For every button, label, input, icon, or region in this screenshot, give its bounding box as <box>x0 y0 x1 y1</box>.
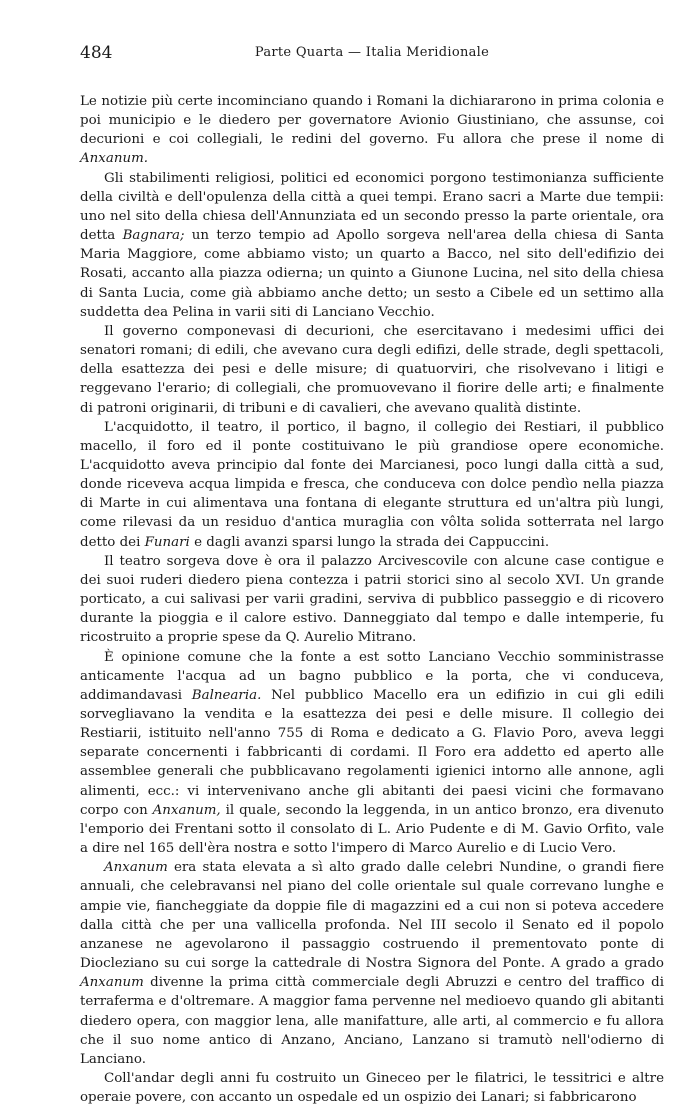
text-run: e dagli avanzi sparsi lungo la strada dei Cappuccini. <box>189 534 550 550</box>
text-run: Il governo componevasi di decurioni, che esercitavano i medesimi uffici dei senatori romani; di edili, che avevano cura degli edifizi, delle strade, degli spettacoli, della esattezza dei pesi e delle misure; di quatuorviri, che risolvevano i litigi e reggevano l'erario; di collegiali, che promuovevano il fiorire delle arti; e finalmente di patroni originarii, di tribuni e di cavalieri, che avevano qualità distinte. <box>80 323 664 416</box>
italic-text: Balnearia. <box>191 687 262 703</box>
paragraph <box>80 1069 664 1107</box>
paragraph <box>80 169 664 322</box>
page-header <box>80 43 664 63</box>
paragraph <box>80 322 664 418</box>
italic-text: Funari <box>144 534 190 550</box>
text-run: divenne la prima città commerciale degli Abruzzi e centro del traffico di terraferma e d'oltremare. A maggior fama pervenne nel medioevo quando gli abitanti diedero opera, con maggior lena, alle manifatture, alle arti, al commercio e fu allora che il suo nome antico di Anzano, Anciano, Lanzano si tramutò nell'odierno di Lanciano. <box>80 975 664 1067</box>
text-run: L'acquidotto, il teatro, il portico, il bagno, il collegio dei Restiari, il pubblico macello, il foro ed il ponte costituivano le più grandiose opere economiche. L'acquidotto aveva principio dal fonte dei Marcianesi, poco lungi dalla città a sud, donde riceveva acqua limpida e fresca, che conduceva con dolce pendìo nella piazza di Marte in cui alimentava una fontana di elegante struttura ed un'altra più lungi, come rilevasi da un residuo d'antica muraglia con vôlta solida sotterrata nel largo detto dei <box>80 419 664 550</box>
page-number: 484 <box>80 43 113 63</box>
italic-text: Anxanum, <box>152 802 221 818</box>
text-run: Le notizie più certe incominciano quando i Romani la dichiararono in prima colonia e poi municipio e le diedero per governatore Avionio Giustiniano, che assunse, coi decurioni e coi collegiali, le redini del governo. Fu allora che prese il nome di <box>80 94 664 148</box>
text-run: Nel pubblico Macello era un edifizio in cui gli edili sorvegliavano la vendita e la esattezza dei pesi e delle misure. Il collegio dei Restiarii, istituito nell'anno 755 di Roma e dedicato a G. Flavio Poro, aveva leggi separate concernenti i fabbricanti di cordami. Il Foro era addetto ed aperto alle assemblee generali che pubblicavano regolamenti igienici intorno alle annone, agli alimenti, ecc.: vi intervenivano anche gli abitanti dei paesi vicini che formavano corpo con <box>80 687 664 818</box>
paragraph <box>80 552 664 648</box>
paragraph <box>80 92 664 169</box>
text-run: Gli stabilimenti religiosi, politici ed economici porgono testimonianza sufficiente della civiltà e dell'opulenza della città a quei tempi. Erano sacri a Marte due tempii: uno nel sito della chiesa dell'Annunziata ed un secondo presso la parte orientale, ora detta <box>80 170 664 244</box>
text-run: Il teatro sorgeva dove è ora il palazzo Arcivescovile con alcune case contigue e dei suoi ruderi diedero piena contezza i patrii storici sino al secolo XVI. Un grande porticato, a cui salivasi per varii gradini, serviva di pubblico passeggio e di ricovero durante la pioggia e il calore estivo. Danneggiato dal tempo e dalle intemperie, fu ricostruito a proprie spese da Q. Aurelio Mitrano. <box>80 553 664 646</box>
body-text <box>80 92 664 1107</box>
paragraph <box>80 418 664 552</box>
text-run: era stata elevata a sì alto grado dalle celebri Nundine, o grandi fiere annuali, che celebravansi nel piano del colle orientale sul quale correvano lunghe e ampie vie, fiancheggiate da doppie file di magazzini ed a cui non si poteva accedere dalla città che per una vallicella profonda. Nel III secolo il Senato ed il popolo anzanese ne agevolarono il passaggio costruendo il prementovato ponte di Diocleziano su cui sorge la cattedrale di Nostra Signora del Ponte. A grado a grado <box>80 860 664 972</box>
text-run: un terzo tempio ad Apollo sorgeva nell'area della chiesa di Santa Maria Maggiore, come abbiamo visto; un quarto a Bacco, nel sito dell'edifizio dei Rosati, accanto alla piazza odierna; un quinto a Giunone Lucina, nel sito della chiesa di Santa Lucia, come già abbiamo anche detto; un sesto a Cibele ed un settimo alla suddetta dea Pelina in varii siti di Lanciano Vecchio. <box>80 228 665 320</box>
text-run: È opinione comune che la fonte a est sotto Lanciano Vecchio somministrasse anticamente l'acqua ad un bagno pubblico e la porta, che vi conduceva, addimandavasi <box>80 649 664 703</box>
italic-text: Anxanum <box>80 975 144 991</box>
running-head: Parte Quarta — Italia Meridionale <box>254 45 490 60</box>
paragraph <box>80 648 664 859</box>
italic-text: Anxanum. <box>80 151 149 167</box>
text-run: il quale, secondo la leggenda, in un antico bronzo, era divenuto l'emporio dei Frentani sotto il consolato di L. Ario Pudente e di M. Gavio Orfito, vale a dire nel 165 dell'èra nostra e sotto l'impero di Marco Aurelio e di Lucio Vero. <box>80 802 664 857</box>
text-run: Coll'andar degli anni fu costruito un Gineceo per le filatrici, le tessitrici e altre operaie povere, con accanto un ospedale ed un ospizio dei Lanari; si fabbricarono <box>80 1070 664 1106</box>
italic-text: Bagnara; <box>122 228 185 244</box>
italic-text: Anxanum <box>104 860 168 876</box>
paragraph <box>80 858 664 1069</box>
